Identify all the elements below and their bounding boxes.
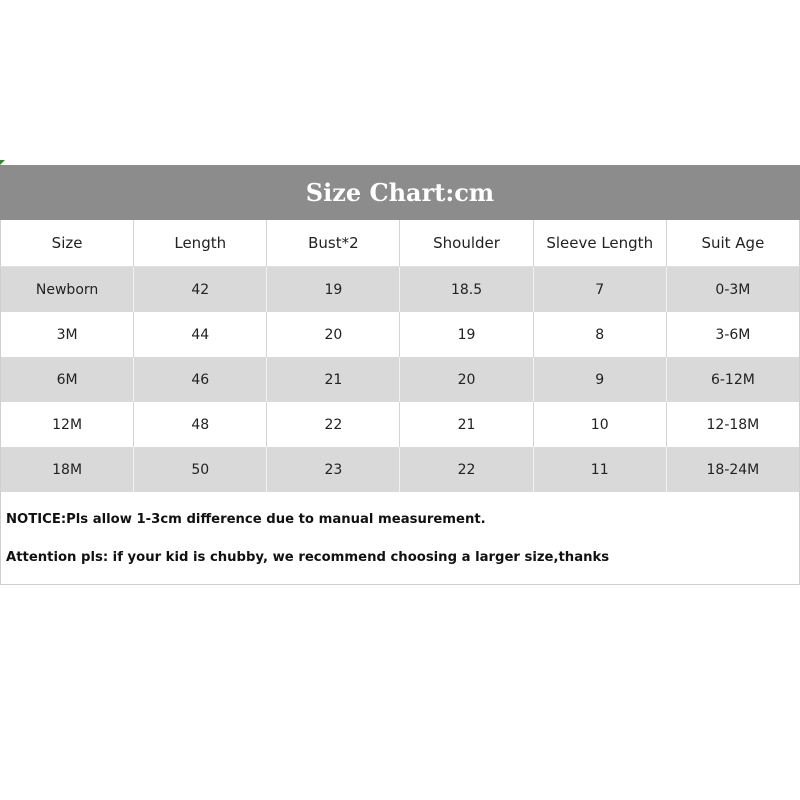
table-row xyxy=(1,447,800,492)
header-shoulder: Shoulder xyxy=(400,220,533,267)
cell-size: 6M xyxy=(1,357,134,402)
header-length: Length xyxy=(134,220,267,267)
header-bust: Bust*2 xyxy=(267,220,400,267)
notice-text: NOTICE:Pls allow 1-3cm difference due to manual measurement. xyxy=(6,512,486,527)
cell-suit-age: 3-6M xyxy=(666,312,799,357)
attention-text: Attention pls: if your kid is chubby, we recommend choosing a larger size,thanks xyxy=(6,550,610,565)
table-row xyxy=(1,357,800,402)
cell-size: 18M xyxy=(1,447,134,492)
chart-title: Size Chart:cm xyxy=(305,178,495,207)
size-chart xyxy=(0,165,800,585)
cell-size: 12M xyxy=(1,402,134,447)
cell-shoulder: 22 xyxy=(400,447,533,492)
table-header-row xyxy=(1,220,800,267)
cell-sleeve-length: 10 xyxy=(533,402,666,447)
cell-sleeve-length: 7 xyxy=(533,267,666,313)
table-row xyxy=(1,402,800,447)
cell-length: 46 xyxy=(134,357,267,402)
cell-size: Newborn xyxy=(1,267,134,313)
table-row xyxy=(1,267,800,313)
header-size: Size xyxy=(1,220,134,267)
cell-shoulder: 19 xyxy=(400,312,533,357)
cell-shoulder: 21 xyxy=(400,402,533,447)
cell-suit-age: 0-3M xyxy=(666,267,799,313)
cell-length: 48 xyxy=(134,402,267,447)
table-row xyxy=(1,312,800,357)
size-table xyxy=(0,220,800,492)
cell-length: 50 xyxy=(134,447,267,492)
cell-bust: 21 xyxy=(267,357,400,402)
notes-box xyxy=(0,492,800,585)
cell-suit-age: 12-18M xyxy=(666,402,799,447)
cell-size: 3M xyxy=(1,312,134,357)
cell-bust: 19 xyxy=(267,267,400,313)
cell-length: 42 xyxy=(134,267,267,313)
cell-sleeve-length: 11 xyxy=(533,447,666,492)
cell-suit-age: 18-24M xyxy=(666,447,799,492)
cell-sleeve-length: 8 xyxy=(533,312,666,357)
cell-bust: 22 xyxy=(267,402,400,447)
cell-length: 44 xyxy=(134,312,267,357)
cell-bust: 23 xyxy=(267,447,400,492)
cell-sleeve-length: 9 xyxy=(533,357,666,402)
chart-title-bar xyxy=(0,165,800,220)
cell-shoulder: 18.5 xyxy=(400,267,533,313)
header-suit-age: Suit Age xyxy=(666,220,799,267)
cell-shoulder: 20 xyxy=(400,357,533,402)
header-sleeve-length: Sleeve Length xyxy=(533,220,666,267)
cell-bust: 20 xyxy=(267,312,400,357)
cell-suit-age: 6-12M xyxy=(666,357,799,402)
